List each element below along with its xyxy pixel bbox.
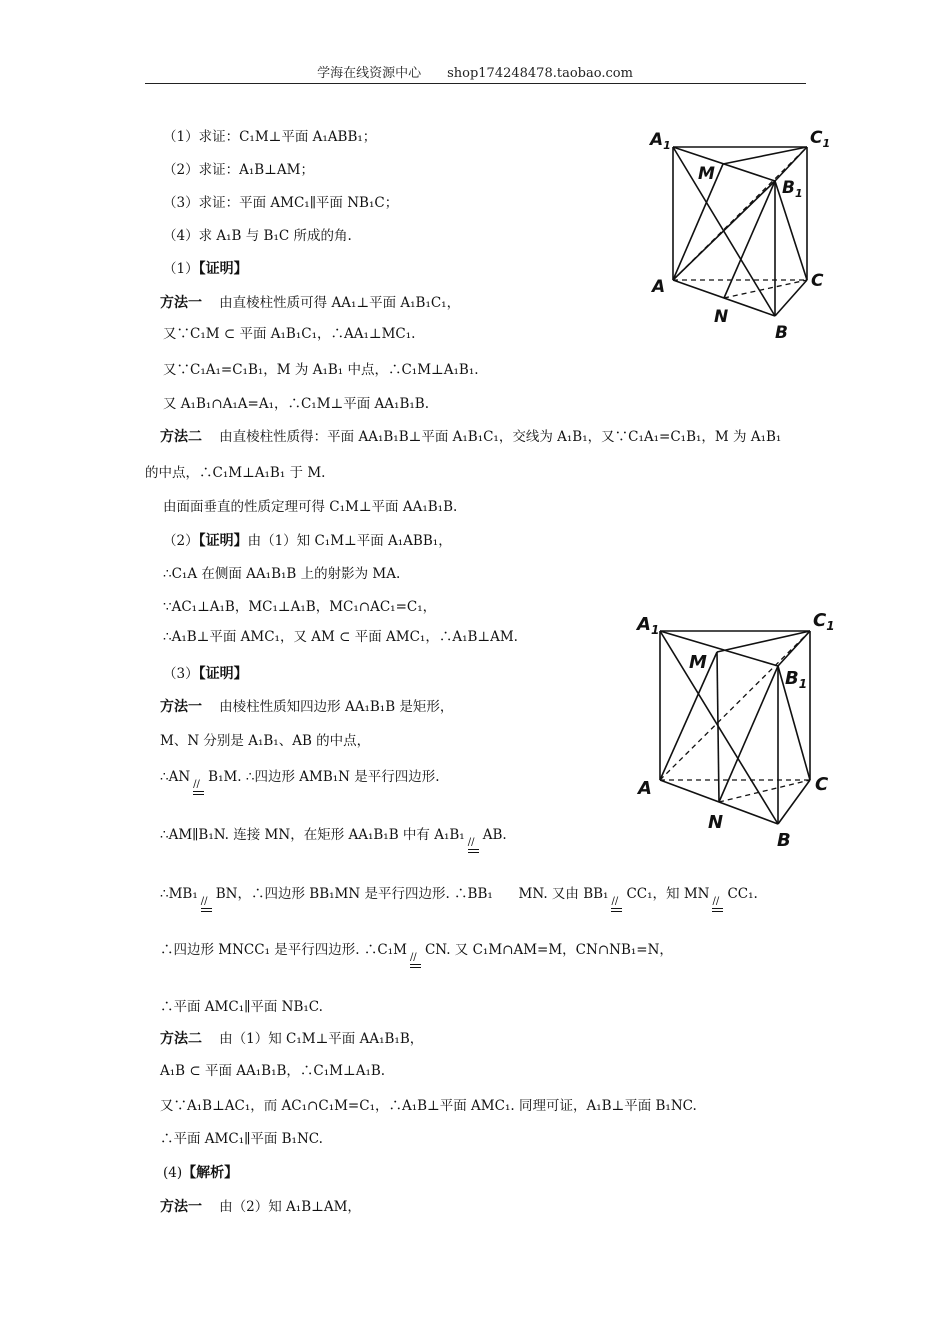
part2-line2: ∴C₁A 在侧面 AA₁B₁B 上的射影为 MA. xyxy=(163,566,401,582)
method-label: 方法二 xyxy=(160,429,202,445)
prism-figure-2 xyxy=(633,604,843,852)
part1-method1-line1: 方法一 由直棱柱性质可得 AA₁⊥平面 A₁B₁C₁， xyxy=(160,295,461,311)
edge-n-c xyxy=(724,280,807,298)
parallel-equal-symbol: // xyxy=(465,826,483,844)
part1-method2-line1: 方法二 由直棱柱性质得：平面 AA₁B₁B⊥平面 A₁B₁C₁，交线为 A₁B₁，又∵C₁A₁=C₁B₁，M 为 A₁B₁ xyxy=(160,429,782,445)
parallel-equal-symbol: // xyxy=(709,885,727,903)
part2-line1: （2）【证明】由（1）知 C₁M⊥平面 A₁ABB₁， xyxy=(163,533,452,549)
page-header xyxy=(0,62,950,81)
part3-method1-line5: ∴MB₁ // BN，∴四边形 BB₁MN 是平行四边形. ∴BB₁ MN. 又由 BB₁ // CC₁，知 MN // CC₁. xyxy=(160,885,758,903)
edge-c1-m xyxy=(717,631,810,652)
method-label: 方法一 xyxy=(160,699,202,715)
part4-method1-line1: 方法一 由（2）知 A₁B⊥AM， xyxy=(160,1199,361,1215)
header-rule xyxy=(145,83,806,84)
part3-heading: （3）【证明】 xyxy=(163,666,248,682)
part1-method2-line3: 由面面垂直的性质定理可得 C₁M⊥平面 AA₁B₁B. xyxy=(163,499,458,515)
part1-method1-line2: 又∵C₁M ⊂ 平面 A₁B₁C₁，∴AA₁⊥MC₁. xyxy=(163,326,416,342)
part1-method2-line2: 的中点，∴C₁M⊥A₁B₁ 于 M. xyxy=(145,465,326,481)
part3-method1-line7: ∴平面 AMC₁∥平面 NB₁C. xyxy=(160,999,323,1015)
part3-method2-line1: 方法二 由（1）知 C₁M⊥平面 AA₁B₁B， xyxy=(160,1031,424,1047)
label-c: C xyxy=(815,774,829,795)
method-label: 方法一 xyxy=(160,295,202,311)
part4-heading: (4)【解析】 xyxy=(163,1165,239,1181)
label-b: B xyxy=(775,323,788,342)
header-site: 学海在线资源中心 xyxy=(317,66,422,81)
parallel-equal-symbol: // xyxy=(407,941,425,959)
part1-method1-line3: 又∵C₁A₁=C₁B₁，M 为 A₁B₁ 中点，∴C₁M⊥A₁B₁. xyxy=(163,362,479,378)
label-a: A xyxy=(638,778,652,799)
label-n: N xyxy=(714,307,729,327)
part2-line4: ∴A₁B⊥平面 AMC₁，又 AM ⊂ 平面 AMC₁，∴A₁B⊥AM. xyxy=(163,629,518,645)
prism-figure-1 xyxy=(640,120,840,342)
method-label: 方法二 xyxy=(160,1031,202,1047)
parallel-equal-symbol: // xyxy=(190,768,208,786)
edge-b1-n xyxy=(719,666,778,802)
question-3: （3）求证：平面 AMC₁∥平面 NB₁C； xyxy=(163,195,399,211)
label-b1: $B_1$ xyxy=(782,178,803,200)
part3-method1-line6: ∴四边形 MNCC₁ 是平行四边形. ∴C₁M // CN. 又 C₁M∩AM=M，CN∩NB₁=N， xyxy=(160,941,673,959)
label-c1: $C_1$ xyxy=(810,128,831,150)
part3-method1-line3: ∴AN // B₁M. ∴四边形 AMB₁N 是平行四边形. xyxy=(160,768,440,786)
label-b: B xyxy=(777,830,791,851)
label-a1: $A_1$ xyxy=(650,130,671,152)
parallel-equal-symbol: // xyxy=(198,885,216,903)
question-2: （2）求证：A₁B⊥AM； xyxy=(163,162,314,178)
label-b1: $B_1$ xyxy=(785,668,808,691)
part2-line3: ∵AC₁⊥A₁B，MC₁⊥A₁B，MC₁∩AC₁=C₁， xyxy=(163,599,437,615)
part1-heading: （1）【证明】 xyxy=(163,261,248,277)
question-1: （1）求证：C₁M⊥平面 A₁ABB₁； xyxy=(163,129,377,145)
label-n: N xyxy=(708,812,724,833)
label-a: A xyxy=(652,277,666,297)
label-a1: $A_1$ xyxy=(637,614,660,637)
part3-method1-line2: M、N 分别是 A₁B₁、AB 的中点， xyxy=(160,733,371,749)
label-m: M xyxy=(689,652,707,673)
part3-method1-line4: ∴AM∥B₁N. 连接 MN，在矩形 AA₁B₁B 中有 A₁B₁ // AB. xyxy=(160,826,507,844)
method-label: 方法一 xyxy=(160,1199,202,1215)
part3-method2-line2: A₁B ⊂ 平面 AA₁B₁B，∴C₁M⊥A₁B. xyxy=(160,1063,386,1079)
part1-method1-line4: 又 A₁B₁∩A₁A=A₁，∴C₁M⊥平面 AA₁B₁B. xyxy=(163,396,429,412)
edge-b1-c1 xyxy=(778,631,810,666)
label-c1: $C_1$ xyxy=(813,610,835,633)
parallel-equal-symbol: // xyxy=(608,885,626,903)
header-url: shop174248478.taobao.com xyxy=(447,66,633,81)
question-4: （4）求 A₁B 与 B₁C 所成的角. xyxy=(163,228,352,244)
part3-method1-line1: 方法一 由棱柱性质知四边形 AA₁B₁B 是矩形， xyxy=(160,699,454,715)
label-m: M xyxy=(698,164,715,184)
label-c: C xyxy=(811,271,824,291)
part3-method2-line3: 又∵A₁B⊥AC₁，而 AC₁∩C₁M=C₁，∴A₁B⊥平面 AMC₁. 同理可证，A₁B⊥平面 B₁NC. xyxy=(160,1098,697,1114)
part3-method2-line4: ∴平面 AMC₁∥平面 B₁NC. xyxy=(160,1131,323,1147)
